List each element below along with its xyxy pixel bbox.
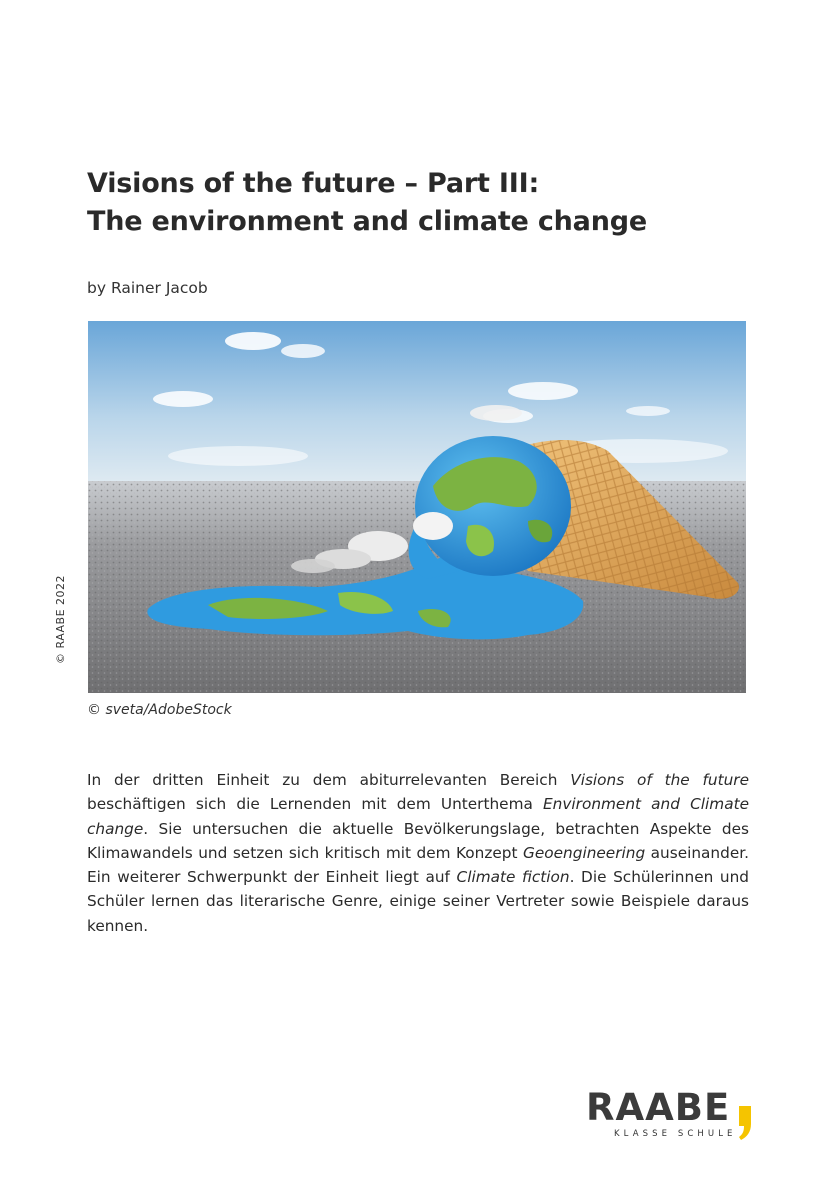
logo-wordmark: RAABE (586, 1086, 731, 1129)
logo-comma-icon (737, 1106, 753, 1140)
body-emphasis-2: Environment and Climate change (87, 795, 749, 838)
body-text-4: auseinander. Ein weiterer Schwerpunkt der Einheit liegt auf (87, 843, 749, 887)
logo-tagline: KLASSE SCHULE (614, 1129, 737, 1139)
body-emphasis-4: Climate fiction (456, 868, 570, 887)
hero-image (88, 321, 746, 693)
body-emphasis-3: Geoengineering (523, 843, 646, 862)
body-text-3: . Sie untersuchen die aktuelle Bevölkerungslage, betrachten Aspekte des Klimawandels und setzen sich kritisch mit dem Konzept (87, 819, 749, 862)
title-line-1: Visions of the future – Part III: (87, 168, 540, 199)
sky (88, 321, 746, 496)
side-copyright: © RAABE 2022 (54, 574, 67, 664)
body-emphasis-1: Visions of the future (570, 771, 749, 789)
image-credit: © sveta/AdobeStock (87, 702, 232, 718)
author-byline: by Rainer Jacob (87, 279, 208, 297)
intro-paragraph (87, 768, 749, 938)
body-text-5: . Die Schülerinnen und Schüler lernen das literarische Genre, einige seiner Vertreter sowie Beispiele daraus kennen. (87, 868, 749, 935)
raabe-logo (586, 1086, 758, 1146)
body-text-2: beschäftigen sich die Lernenden mit dem Unterthema (87, 795, 544, 814)
title-line-2: The environment and climate change (87, 206, 647, 237)
document-title (87, 165, 787, 241)
body-text-1: In der dritten Einheit zu dem abiturrelevanten Bereich (87, 771, 571, 789)
